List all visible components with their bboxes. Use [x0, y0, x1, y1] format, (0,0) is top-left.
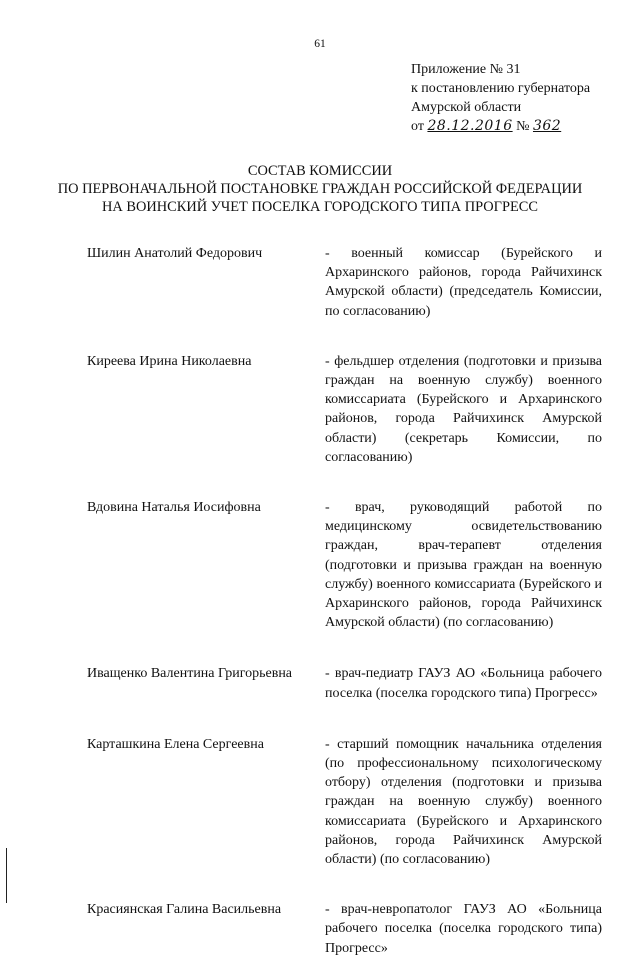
member-name: Иващенко Валентина Григорьевна: [87, 666, 293, 682]
member-role: - врач-педиатр ГАУЗ АО «Больница рабочего поселка (поселка городского типа) Прогресс»: [325, 666, 602, 701]
member-role: - старший помощник начальника отделения (по профессиональному психологическому отбору) отделения (подготовки и призыва граждан на военную службу) военного комиссариата (Бурейского и Архаринского районов, города Райчихинск Амурской области) (по согласованию): [325, 736, 602, 868]
member-name: Шилин Анатолий Федорович: [87, 246, 263, 261]
member-name: Киреева Ирина Николаевна: [87, 353, 252, 369]
page-number: 61: [314, 38, 326, 50]
member-row: [87, 900, 602, 958]
appendix-line-2: к постановлению губернатора: [411, 81, 591, 96]
appendix-line-3: Амурской области: [411, 100, 522, 115]
member-row: [87, 735, 602, 869]
member-role: - врач, руководящий работой по медицинскому освидетельствованию граждан, врач-терапевт отделения (подготовки и призыва граждан на военную службу) военного комиссариата (Бурейского и Архаринского районов, города Райчихинск Амурской области) (по согласованию): [325, 500, 602, 631]
scan-edge-line: [6, 848, 7, 903]
title-line-1: СОСТАВ КОМИССИИ: [247, 163, 393, 179]
members-list: [87, 244, 602, 958]
member-name: Вдовина Наталья Иосифовна: [87, 500, 261, 516]
handwritten-number: 362: [532, 118, 562, 134]
member-row: [87, 664, 602, 702]
document-title: [0, 162, 640, 216]
member-name: Карташкина Елена Сергеевна: [87, 736, 264, 752]
appendix-date-line: [411, 117, 590, 136]
member-role: - фельдшер отделения (подготовки и призыва граждан на военную службу) военного комиссариата (Бурейского и Архаринского районов, города Райчихинск Амурской области) (секретарь Комиссии, по согласованию): [325, 353, 602, 465]
handwritten-date: 28.12.2016: [427, 118, 513, 134]
number-prefix: №: [516, 119, 530, 134]
member-row: [87, 498, 602, 632]
appendix-block: [411, 60, 590, 136]
date-prefix: от: [411, 119, 424, 134]
member-row: [87, 352, 602, 467]
title-line-2: ПО ПЕРВОНАЧАЛЬНОЙ ПОСТАНОВКЕ ГРАЖДАН РОССИЙСКОЙ ФЕДЕРАЦИИ: [57, 181, 583, 197]
member-row: [87, 244, 602, 321]
member-role: - военный комиссар (Бурейского и Архаринского районов, города Райчихинск Амурской области) (председатель Комиссии, по согласованию): [325, 246, 602, 319]
title-line-3: НА ВОИНСКИЙ УЧЕТ ПОСЕЛКА ГОРОДСКОГО ТИПА ПРОГРЕСС: [101, 199, 538, 215]
member-role: - врач-невропатолог ГАУЗ АО «Больница рабочего поселка (поселка городского типа) Прогресс»: [325, 902, 602, 956]
member-name: Красиянская Галина Васильевна: [87, 902, 282, 918]
appendix-line-1: Приложение № 31: [411, 62, 521, 77]
